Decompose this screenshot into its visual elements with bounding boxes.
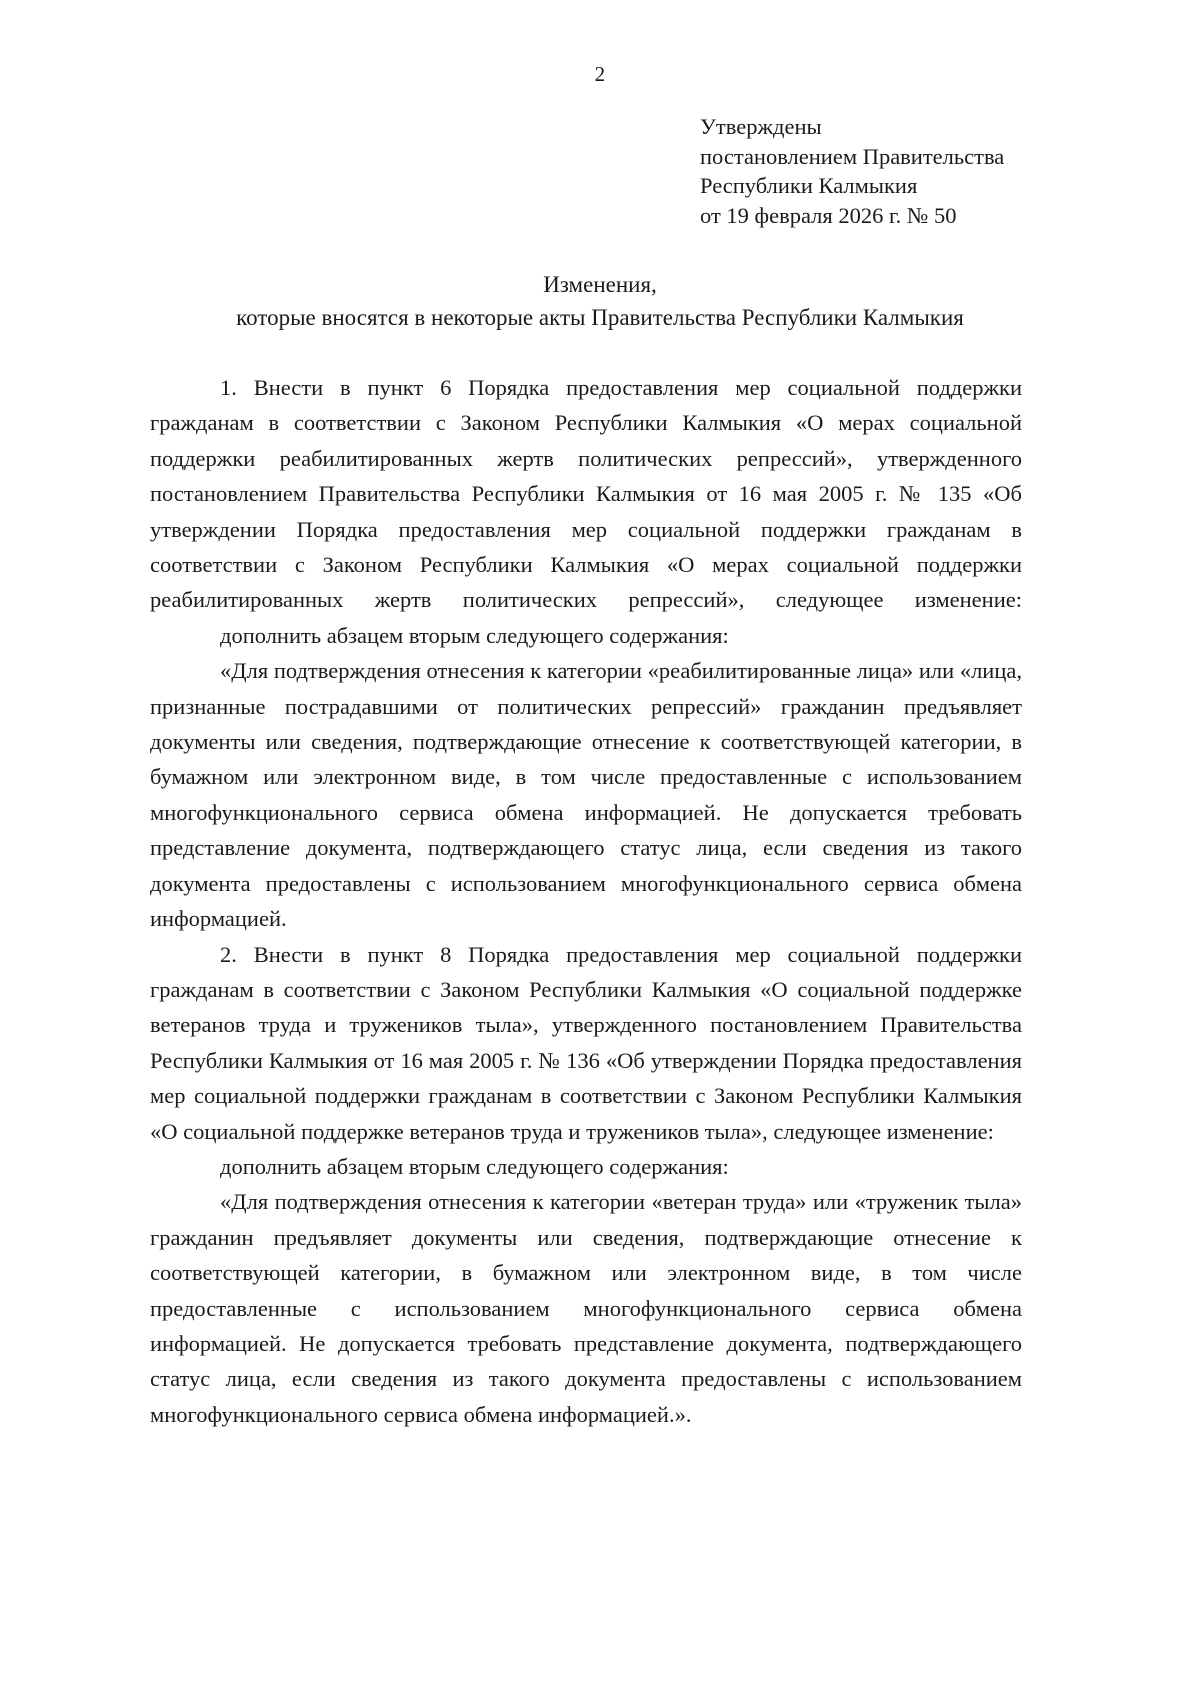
body-paragraph-2: дополнить абзацем вторым следующего содержания:: [220, 622, 729, 648]
body-paragraph-5: дополнить абзацем вторым следующего содержания:: [220, 1153, 729, 1179]
approval-block: [700, 112, 1120, 230]
body-paragraph-3: «Для подтверждения отнесения к категории «реабилитированные лица» или «лица, признанные пострадавшими от политических репрессий» гражданин предъявляет документы или сведения, подтверждающие отнесение к соответствующей категории, в бумажном или электронном виде, в том числе предоставленные с использованием многофункционального сервиса обмена информацией. Не допускается требовать представление документа, подтверждающего статус лица, если сведения из такого документа предоставлены с использованием многофункционального сервиса обмена информацией.: [150, 658, 1022, 932]
approval-line-3: Республики Калмыкия: [700, 173, 918, 198]
document-body: [150, 370, 1022, 1432]
title-line-2: которые вносятся в некоторые акты Правительства Республики Калмыкия: [236, 305, 964, 330]
title-line-1: Изменения,: [543, 272, 657, 297]
page-title: [150, 268, 1050, 334]
body-paragraph-1: 1. Внести в пункт 6 Порядка предоставления мер социальной поддержки гражданам в соответствии с Законом Республики Калмыкия «О мерах социальной поддержки реабилитированных жертв политических репрессий», утвержденного постановлением Правительства Республики Калмыкия от 16 мая 2005 г. № 135 «Об утверждении Порядка предоставления мер социальной поддержки гражданам в соответствии с Законом Республики Калмыкия «О мерах социальной поддержки реабилитированных жертв политических репрессий», следующее изменение:: [150, 375, 1022, 613]
approval-line-4: от 19 февраля 2026 г. № 50: [700, 202, 957, 228]
page-number: 2: [594, 62, 606, 86]
body-paragraph-6: «Для подтверждения отнесения к категории «ветеран труда» или «труженик тыла» гражданин предъявляет документы или сведения, подтверждающие отнесение к соответствующей категории, в бумажном или электронном виде, в том числе предоставленные с использованием многофункционального сервиса обмена информацией. Не допускается требовать представление документа, подтверждающего статус лица, если сведения из такого документа предоставлены с использованием многофункционального сервиса обмена информацией.».: [150, 1189, 1022, 1427]
body-paragraph-4: 2. Внести в пункт 8 Порядка предоставления мер социальной поддержки гражданам в соответствии с Законом Республики Калмыкия «О социальной поддержке ветеранов труда и тружеников тыла», утвержденного постановлением Правительства Республики Калмыкия от 16 мая 2005 г. № 136 «Об утверждении Порядка предоставления мер социальной поддержки гражданам в соответствии с Законом Республики Калмыкия «О социальной поддержке ветеранов труда и тружеников тыла», следующее изменение:: [150, 941, 1022, 1144]
approval-line-1: Утверждены: [700, 114, 822, 139]
approval-line-2: постановлением Правительства: [700, 143, 1005, 169]
